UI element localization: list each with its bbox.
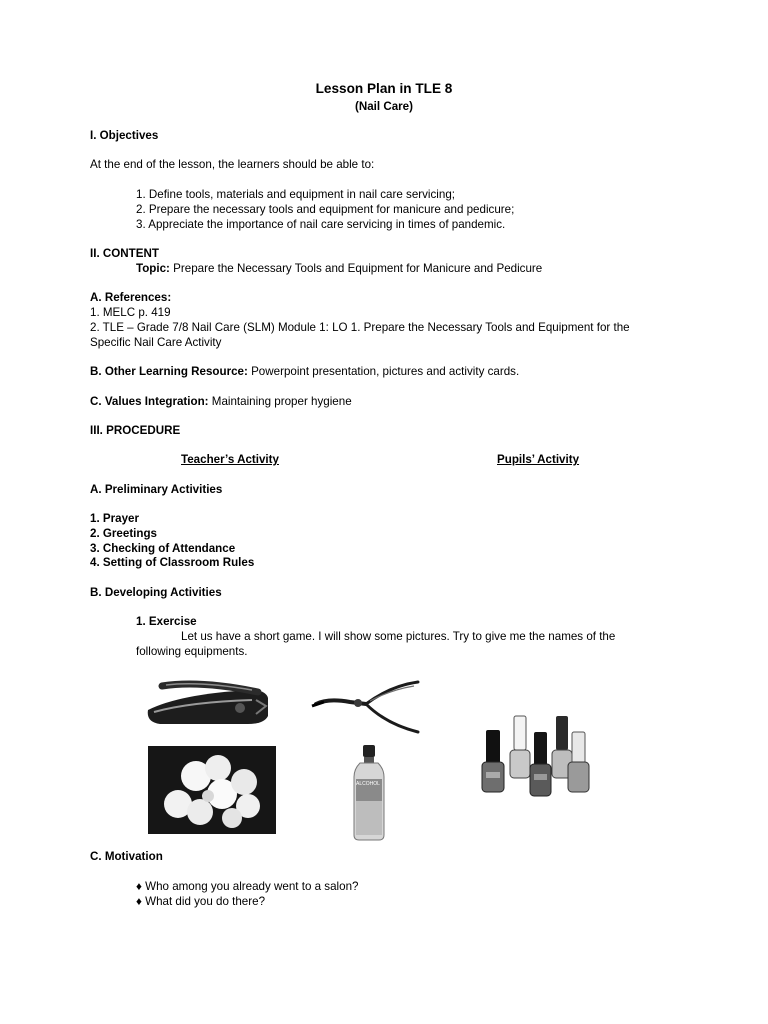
document-title: Lesson Plan in TLE 8	[315, 81, 453, 96]
cotton-balls-picture	[148, 746, 276, 834]
reference-item: 2. TLE – Grade 7/8 Nail Care (SLM) Module 1: LO 1. Prepare the Necessary Tools and Equipment for the	[90, 321, 630, 334]
motivation-heading: C. Motivation	[90, 850, 163, 863]
reference-item: Specific Nail Care Activity	[90, 336, 222, 349]
developing-heading: B. Developing Activities	[90, 586, 222, 599]
values-integration	[90, 394, 352, 409]
nail-polish-picture	[478, 712, 598, 802]
exercise-instruction: following equipments.	[136, 645, 248, 658]
cuticle-nipper-picture	[310, 668, 422, 742]
preliminary-item: 1. Prayer	[90, 512, 139, 525]
other-resources-text: Powerpoint presentation, pictures and activity cards.	[251, 365, 520, 378]
teacher-activity-heading: Teacher’s Activity	[181, 453, 279, 466]
preliminary-heading: A. Preliminary Activities	[90, 483, 223, 496]
motivation-question: ♦ What did you do there?	[136, 895, 266, 908]
objectives-intro: At the end of the lesson, the learners should be able to:	[90, 158, 375, 171]
objective-item: 3. Appreciate the importance of nail care servicing in times of pandemic.	[136, 218, 506, 231]
procedure-heading: III. PROCEDURE	[90, 424, 181, 437]
pupils-activity-heading: Pupils’ Activity	[497, 453, 580, 466]
exercise-instruction: Let us have a short game. I will show some pictures. Try to give me the names of the	[181, 630, 616, 643]
reference-item: 1. MELC p. 419	[90, 306, 171, 319]
preliminary-item: 3. Checking of Attendance	[90, 542, 236, 555]
references-heading: A. References:	[90, 291, 172, 304]
alcohol-bottle-label: ALCOHOL	[356, 781, 380, 787]
content-topic	[136, 261, 542, 276]
nail-clipper-picture	[140, 672, 274, 734]
motivation-question: ♦ Who among you already went to a salon?	[136, 880, 359, 893]
preliminary-item: 2. Greetings	[90, 527, 158, 540]
preliminary-item: 4. Setting of Classroom Rules	[90, 556, 255, 569]
objective-item: 1. Define tools, materials and equipment in nail care servicing;	[136, 188, 455, 201]
other-resources	[90, 364, 519, 379]
topic-text: Prepare the Necessary Tools and Equipment for Manicure and Pedicure	[173, 262, 543, 275]
content-heading: II. CONTENT	[90, 247, 159, 260]
exercise-label: 1. Exercise	[136, 615, 197, 628]
other-resources-label: B. Other Learning Resource:	[90, 365, 248, 378]
document-subtitle: (Nail Care)	[355, 100, 413, 113]
values-text: Maintaining proper hygiene	[211, 395, 352, 408]
alcohol-bottle-picture	[352, 745, 386, 841]
values-label: C. Values Integration:	[90, 395, 209, 408]
objectives-heading: I. Objectives	[90, 129, 159, 142]
topic-label: Topic:	[136, 262, 170, 275]
objective-item: 2. Prepare the necessary tools and equipment for manicure and pedicure;	[136, 203, 515, 216]
